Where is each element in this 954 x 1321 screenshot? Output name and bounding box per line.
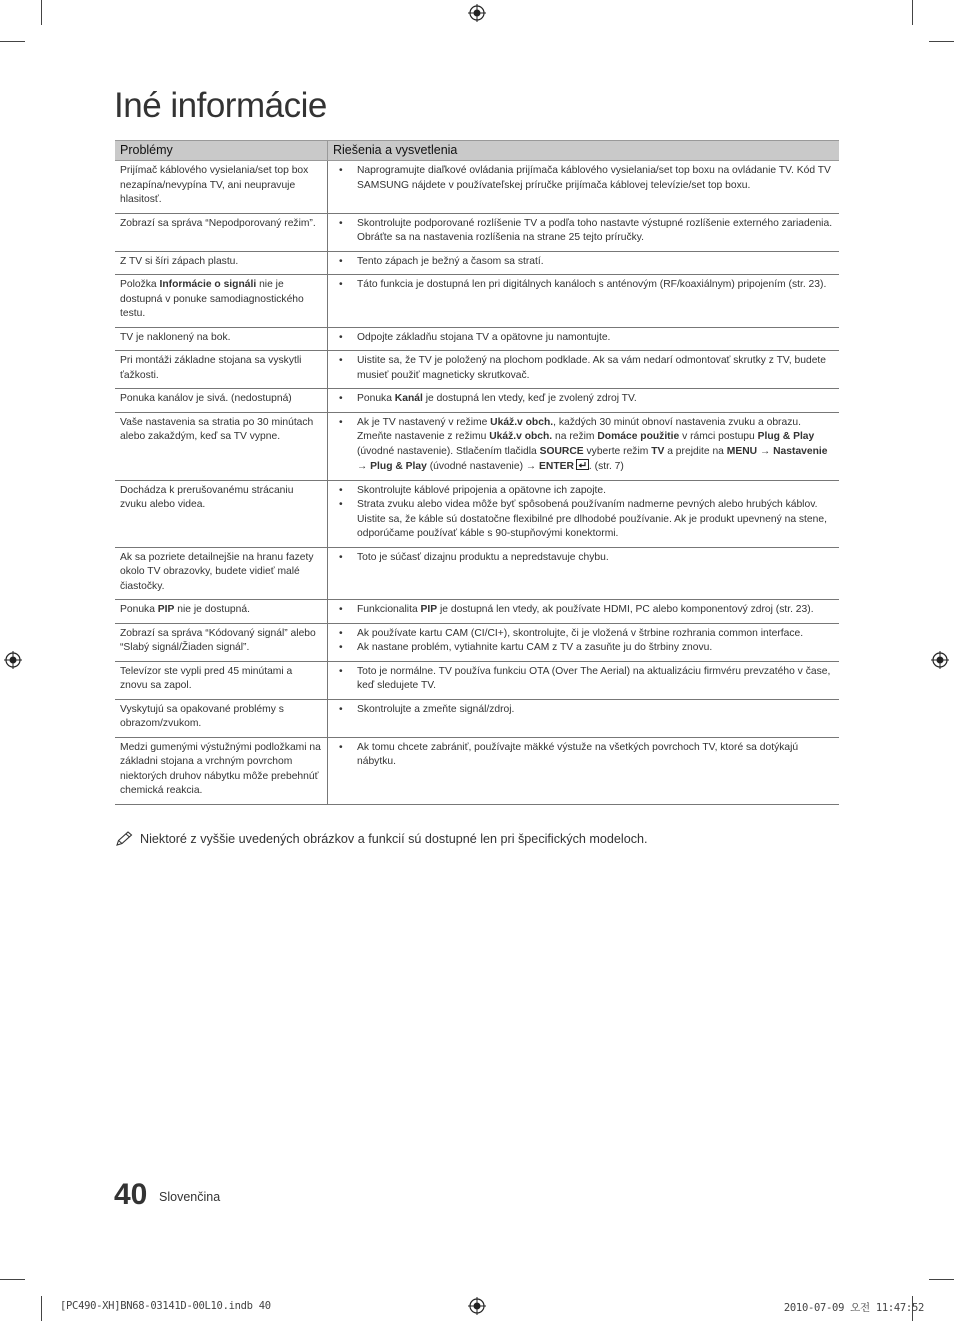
text-run: , každých 30 minút obnoví nastavenia zvuku a obrazu. Zmeňte nastavenie z režimu [357,416,801,442]
solution-list [333,703,834,718]
text-run: Zobrazí sa správa “Kódovaný signál” alebo “Slabý signál/Žiaden signál”. [120,627,316,653]
text-run: Odpojte základňu stojana TV a opätovne ju namontujte. [357,331,611,343]
text-run: Skontrolujte podporované rozlíšenie TV a podľa toho nastavte výstupné rozlíšenie externého zariadenia. Obráťte sa na nastavenia rozlíšenia na strane 25 tejto príručky. [357,217,833,243]
text-run: Toto je súčasť dizajnu produktu a nepredstavuje chybu. [357,551,609,563]
bold-term: Ukáž.v obch. [490,416,554,428]
text-run: Vyskytujú sa opakované problémy s obrazom/zvukom. [120,703,284,729]
solution-item [333,392,834,407]
bullet-icon: • [339,551,343,563]
problem-cell [115,327,328,351]
solution-item [333,741,834,770]
footer-file-info: [PC490-XH]BN68-03141D-00L10.indb 40 [60,1300,271,1312]
solution-cell [328,547,840,600]
table-row [115,389,839,413]
solution-list [333,741,834,770]
text-run: Prijímač káblového vysielania/set top box nezapína/nevypína TV, ani neupravuje hlasitosť. [120,165,309,205]
solution-cell [328,600,840,624]
bullet-icon: • [339,165,343,176]
table-row [115,737,839,804]
solution-item [333,665,834,694]
problem-cell [115,699,328,737]
bold-term: PIP [420,604,438,615]
text-run: Ponuka kanálov je sivá. (nedostupná) [120,393,292,404]
solution-cell [328,389,840,413]
bold-term: ENTER [539,461,574,472]
text-run: Zobrazí sa správa “Nepodporovaný režim”. [120,217,316,229]
solution-item [333,484,834,499]
text-run: Skontrolujte a zmeňte signál/zdroj. [357,703,515,715]
crop-mark [0,1279,25,1280]
table-row [115,251,839,275]
bold-term: Plug & Play [370,461,427,472]
page-language: Slovenčina [159,1190,221,1204]
text-run: v rámci postupu [679,431,758,442]
registration-mark-icon [468,4,486,22]
bold-term: Ukáž.v obch. [489,431,553,442]
text-run: Strata zvuku alebo videa môže byť spôsobená používaním nadmerne pevných alebo hrubých káblov. Uistite sa, že káble sú dostatočne flexibilné pre dlhodobé používanie. Ak je produkt upevnený na stene, odporúčame používať káble s 90-stupňovými konektormi. [357,499,827,539]
footer-timestamp: 2010-07-09 오전 11:47:52 [783,1302,924,1314]
solution-cell [328,412,840,480]
text-run: . (str. 7) [588,461,624,472]
text-run: Ponuka [357,393,395,404]
table-row [115,661,839,699]
solution-cell [328,327,840,351]
text-run: Tento zápach je bežný a časom sa stratí. [357,255,544,267]
solution-item [333,255,834,270]
text-run: Uistite sa, že TV je položený na plochom podklade. Ak sa vám nedarí odmontovať skrutky z TV, budete musieť použiť magneticky skrutkovač. [357,355,827,381]
text-run: Z TV si šíri zápach plastu. [120,255,239,267]
bullet-icon: • [339,741,343,753]
bullet-icon: • [339,499,343,510]
bullet-icon: • [339,642,343,653]
bullet-icon: • [339,331,343,343]
text-run: Ak je TV nastavený v režime [357,416,491,428]
text-run: Ak používate kartu CAM (CI/CI+), skontrolujte, či je vložená v štrbine rozhrania common interface. [357,627,804,639]
crop-mark [929,41,954,42]
table-row [115,600,839,624]
problem-cell [115,737,328,804]
text-run: nie je dostupná v ponuke samodiagnostického testu. [120,279,304,319]
text-run: vyberte režim [583,445,652,457]
text-run: Funkcionalita [357,604,421,615]
bold-term: TV [651,445,665,457]
table-row [115,327,839,351]
table-row [115,351,839,389]
problem-cell [115,480,328,547]
crop-mark [41,1296,42,1321]
solution-item [333,278,834,293]
table-body [115,161,839,805]
table-row [115,480,839,547]
footnote-text: Niektoré z vyššie uvedených obrázkov a funkcií sú dostupné len pri špecifických modeloch. [140,832,648,846]
page-title: Iné informácie [114,86,327,125]
table-row [115,275,839,328]
table-header-row [115,141,839,161]
crop-mark [912,0,913,25]
solution-list [333,551,834,566]
registration-mark-icon [468,1297,486,1315]
solution-list [333,217,834,246]
table-row [115,699,839,737]
bullet-icon: • [339,665,343,677]
text-run: Toto je normálne. TV používa funkciu OTA (Over The Aerial) na aktualizáciu firmvéru prevzatého v čase, keď sledujete TV. [357,665,831,691]
bullet-icon: • [339,627,343,639]
text-run: → [757,445,774,457]
solution-list [333,164,834,193]
text-run: Dochádza k prerušovanému strácaniu zvuku alebo videa. [120,484,294,510]
solution-item [333,498,834,542]
solution-cell [328,275,840,328]
bold-term: PIP [157,604,175,615]
registration-mark-icon [931,651,949,669]
crop-mark [929,1279,954,1280]
solution-cell [328,661,840,699]
problem-cell [115,389,328,413]
problem-cell [115,661,328,699]
solution-list [333,484,834,542]
bullet-icon: • [339,484,343,496]
solution-cell [328,351,840,389]
text-run: (úvodné nastavenie). Stlačením tlačidla [357,445,540,457]
solution-item [333,217,834,246]
solution-list [333,416,834,475]
bold-term: Informácie o signáli [159,279,257,290]
bullet-icon: • [339,604,343,615]
solution-item [333,551,834,566]
solution-list [333,627,834,656]
text-run: Ak sa pozriete detailnejšie na hranu fazety okolo TV obrazovky, budete vidieť malé čiastočky. [120,551,314,592]
table-row [115,623,839,661]
solution-list [333,331,834,346]
bold-term: Plug & Play [757,431,815,442]
solution-item [333,703,834,718]
solution-cell [328,213,840,251]
problem-cell [115,600,328,624]
bullet-icon: • [339,217,343,229]
text-run: a prejdite na [664,445,727,457]
bold-term: MENU [726,445,758,457]
bold-term: Nastavenie [773,445,828,457]
text-run: nie je dostupná. [174,604,250,615]
solution-list [333,665,834,694]
problem-cell [115,547,328,600]
bold-term: Kanál [394,393,423,404]
solution-cell [328,623,840,661]
text-run: je dostupná len vtedy, ak používate HDMI, PC alebo komponentový zdroj (str. 23). [437,604,814,615]
text-run: (úvodné nastavenie) → [426,461,540,472]
text-run: Televízor ste vypli pred 45 minútami a znovu sa zapol. [120,665,293,691]
problem-cell [115,161,328,214]
bullet-icon: • [339,255,343,267]
bold-term: Domáce použitie [597,431,680,442]
solution-item [333,641,834,656]
bullet-icon: • [339,279,343,290]
solution-list [333,603,834,618]
text-run: Ak tomu chcete zabrániť, používajte mäkké výstuže na všetkých povrchoch TV, ktoré sa dotýkajú nábytku. [357,741,799,767]
bullet-icon: • [339,416,343,428]
crop-mark [41,0,42,25]
troubleshooting-table [115,140,839,805]
solution-list [333,255,834,270]
text-run: Ak nastane problém, vytiahnite kartu CAM z TV a zasuňte ju do štrbiny znovu. [357,642,713,653]
problem-cell [115,412,328,480]
solution-item [333,331,834,346]
solution-item [333,164,834,193]
text-run: je dostupná len vtedy, keď je zvolený zdroj TV. [422,393,637,404]
text-run: Vaše nastavenia sa stratia po 30 minútach alebo zakaždým, keď sa TV vypne. [120,416,314,442]
text-run: na režim [552,431,598,442]
table-row [115,161,839,214]
bold-term: SOURCE [539,445,584,457]
table-row [115,547,839,600]
text-run: Ponuka [120,604,158,615]
bullet-icon: • [339,703,343,715]
solution-list [333,392,834,407]
solution-item [333,416,834,475]
problem-cell [115,351,328,389]
text-run: Skontrolujte káblové pripojenia a opätovne ich zapojte. [357,484,607,496]
table-row [115,213,839,251]
column-header-problems: Problémy [115,141,328,161]
table-row [115,412,839,480]
bullet-icon: • [339,355,343,366]
solution-cell [328,737,840,804]
text-run: → [357,461,371,472]
text-run: Pri montáži základne stojana sa vyskytli ťažkosti. [120,355,302,381]
solution-cell [328,480,840,547]
problem-cell [115,213,328,251]
text-run: TV je naklonený na bok. [120,331,231,343]
solution-cell [328,251,840,275]
solution-cell [328,161,840,214]
solution-cell [328,699,840,737]
column-header-solutions: Riešenia a vysvetlenia [328,141,840,161]
page-number: 40 [114,1178,148,1211]
enter-icon [576,459,589,470]
solution-item [333,603,834,618]
crop-mark [0,41,25,42]
text-run: Medzi gumenými výstužnými podložkami na základni stojana a vrchným povrchom niektorých druhov nábytku môže prebehnúť chemická reakcia. [120,741,321,796]
solution-item [333,354,834,383]
solution-list [333,354,834,383]
bullet-icon: • [339,393,343,404]
text-run: Položka [120,279,160,290]
registration-mark-icon [4,651,22,669]
pencil-note-icon [115,831,135,847]
solution-item [333,627,834,642]
text-run: Naprogramujte diaľkové ovládania prijímača káblového vysielania/set top boxu na ovládanie TV. Kód TV SAMSUNG nájdete v používateľskej príručke prijímača káblovej televízie/set top boxu. [357,165,831,191]
text-run: Táto funkcia je dostupná len pri digitálnych kanáloch s anténovým (RF/koaxiálnym) pripojením (str. 23). [357,279,827,290]
problem-cell [115,623,328,661]
problem-cell [115,275,328,328]
footnote [115,831,648,847]
problem-cell [115,251,328,275]
solution-list [333,278,834,293]
